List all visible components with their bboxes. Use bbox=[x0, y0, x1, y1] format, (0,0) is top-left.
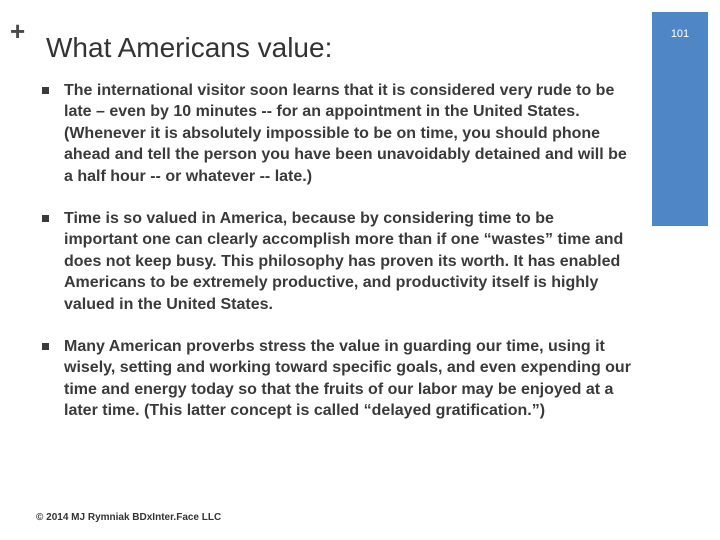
copyright-footer: © 2014 MJ Rymniak BDxInter.Face LLC bbox=[36, 512, 222, 523]
square-bullet-icon bbox=[42, 215, 49, 222]
accent-sidebar bbox=[652, 12, 708, 226]
bullet-list bbox=[42, 80, 632, 422]
square-bullet-icon bbox=[42, 343, 49, 350]
plus-icon: + bbox=[10, 16, 26, 46]
slide-title: What Americans value: bbox=[46, 32, 333, 63]
bullet-item bbox=[42, 336, 632, 422]
bullet-item bbox=[42, 80, 632, 187]
bullet-text: Many American proverbs stress the value in guarding our time, using it wisely, setting and working toward specific goals, and even expending our time and energy today so that the fruits of our labor may be enjoyed at a later time. (This latter concept is called “delayed gratification.”) bbox=[64, 338, 631, 420]
bullet-text: The international visitor soon learns that it is considered very rude to be late – even by 10 minutes -- for an appointment in the United States. (Whenever it is absolutely impossible to be on time, you should phone ahead and tell the person you have been unavoidably detained and will be a half hour -- or whatever -- late.) bbox=[64, 82, 627, 185]
page-number: 101 bbox=[670, 28, 690, 40]
bullet-text: Time is so valued in America, because by considering time to be important one can clearly accomplish more than if one “wastes” time and does not keep busy. This philosophy has proven its worth. It has enabled Americans to be extremely productive, and productivity itself is highly valued in the United States. bbox=[64, 210, 624, 313]
bullet-item bbox=[42, 208, 632, 315]
square-bullet-icon bbox=[42, 87, 49, 94]
